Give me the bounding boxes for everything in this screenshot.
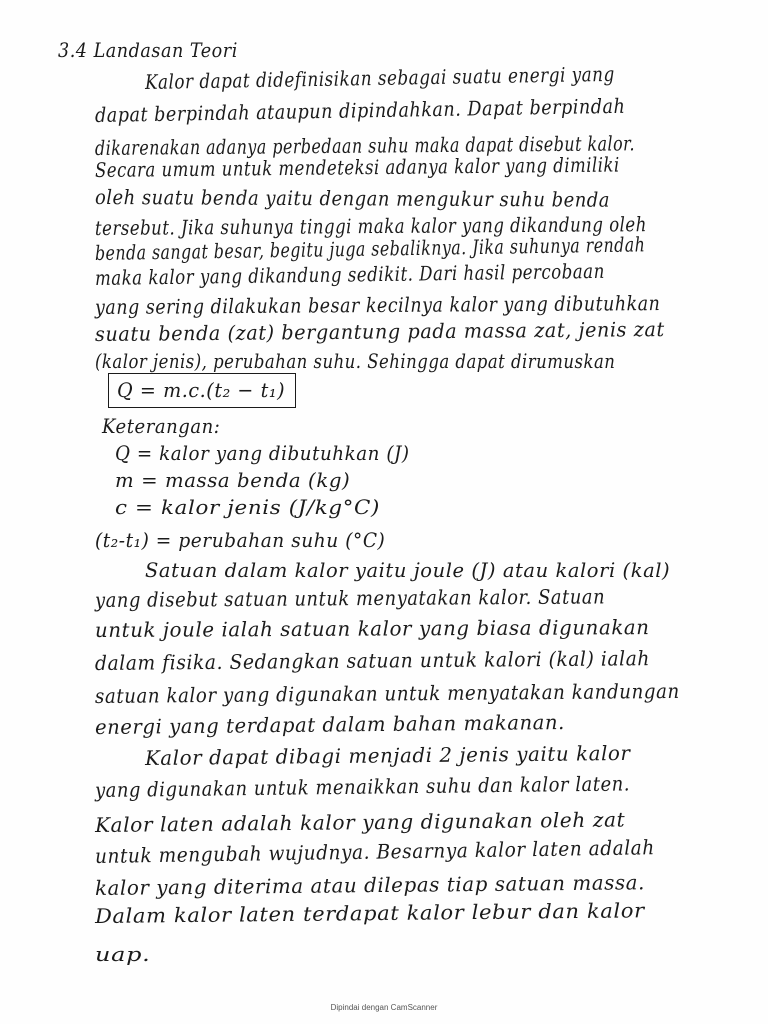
paragraph2-line: Satuan dalam kalor yaitu joule (J) atau kalori (kal) <box>145 558 671 582</box>
paragraph3-line: Kalor laten adalah kalor yang digunakan oleh zat <box>94 807 626 837</box>
paragraph2-line: dalam fisika. Sedangkan satuan untuk kalori (kal) ialah <box>94 646 651 675</box>
paragraph2-line: satuan kalor yang digunakan untuk menyatakan kandungan <box>94 678 680 708</box>
paragraph2-line: untuk joule ialah satuan kalor yang biasa digunakan <box>94 615 650 642</box>
keterangan-title: Keterangan: <box>102 414 221 438</box>
paragraph1-line: Kalor dapat didefinisikan sebagai suatu energi yang <box>144 61 615 94</box>
paragraph1-line: dikarenakan adanya perbedaan suhu maka dapat disebut kalor. <box>94 131 636 160</box>
paragraph3-line: yang digunakan untuk menaikkan suhu dan kalor laten. <box>94 771 631 802</box>
paragraph1-line: tersebut. Jika suhunya tinggi maka kalor yang dikandung oleh <box>94 212 647 240</box>
paragraph1-line: Secara umum untuk mendeteksi adanya kalor yang dimiliki <box>94 152 620 182</box>
paragraph3-line: untuk mengubah wujudnya. Besarnya kalor laten adalah <box>94 835 655 868</box>
section-heading: 3.4 Landasan Teori <box>58 38 238 62</box>
paragraph3-line: kalor yang diterima atau dilepas tiap satuan massa. <box>94 870 646 900</box>
paragraph2-line: energi yang terdapat dalam bahan makanan. <box>94 710 566 739</box>
paragraph1-line: oleh suatu benda yaitu dengan mengukur suhu benda <box>94 185 611 212</box>
keterangan-item: m = massa benda (kg) <box>115 468 351 492</box>
keterangan-item: (t₂-t₁) = perubahan suhu (°C) <box>95 528 386 552</box>
paragraph3-line: Kalor dapat dibagi menjadi 2 jenis yaitu kalor <box>144 740 631 770</box>
paragraph1-line: suatu benda (zat) bergantung pada massa zat, jenis zat <box>94 317 665 346</box>
paragraph3-line: uap. <box>95 942 151 966</box>
paragraph2-line: yang disebut satuan untuk menyatakan kalor. Satuan <box>94 584 606 612</box>
keterangan-item: Q = kalor yang dibutuhkan (J) <box>115 441 410 465</box>
formula: Q = m.c.(t₂ − t₁) <box>117 378 286 402</box>
paragraph1-line: yang sering dilakukan besar kecilnya kalor yang dibutuhkan <box>94 291 661 319</box>
paragraph1-line: dapat berpindah ataupun dipindahkan. Dapat berpindah <box>94 93 626 127</box>
paragraph1-line: benda sangat besar, begitu juga sebaliknya. Jika suhunya rendah <box>94 232 646 265</box>
keterangan-item: c = kalor jenis (J/kg°C) <box>115 495 380 519</box>
paragraph1-line: maka kalor yang dikandung sedikit. Dari hasil percobaan <box>94 258 605 290</box>
paragraph1-line: (kalor jenis), perubahan suhu. Sehingga dapat dirumuskan <box>95 349 616 373</box>
paragraph3-line: Dalam kalor laten terdapat kalor lebur dan kalor <box>94 898 645 928</box>
scanner-footer: Dipindai dengan CamScanner <box>330 1003 438 1012</box>
